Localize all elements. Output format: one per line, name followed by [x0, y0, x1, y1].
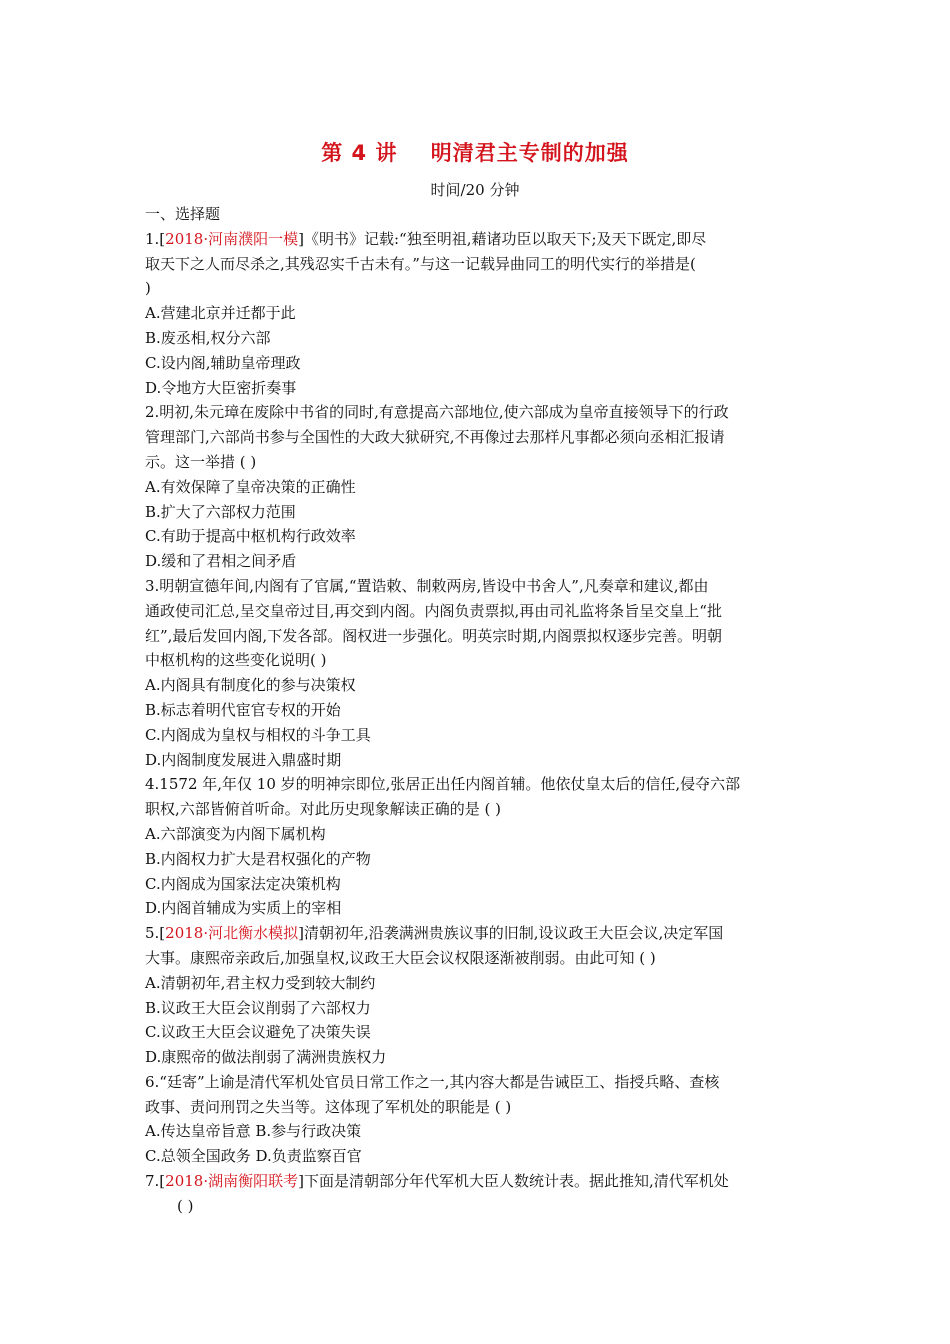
question-6-line-2: 政事、责问刑罚之失当等。这体现了军机处的职能是 ( ): [145, 1097, 512, 1116]
question-3-line-4: 中枢机构的这些变化说明( ): [145, 651, 327, 670]
question-4-line-2: 职权,六部皆俯首听命。对此历史现象解读正确的是 ( ): [145, 800, 502, 819]
question-1-line-1: [145, 227, 813, 252]
text: 1.[: [145, 229, 166, 248]
option-a: A.清朝初年,君主权力受到较大制约: [145, 973, 376, 992]
question-2-line-1: 2.明初,朱元璋在废除中书省的同时,有意提高六部地位,使六部成为皇帝直接领导下的行政: [145, 403, 729, 422]
question-7-line-2: ( ): [177, 1196, 194, 1215]
question-source: 2018·河南濮阳一模: [165, 229, 299, 248]
options-c-d: C.总领全国政务 D.负责监察百官: [145, 1147, 362, 1166]
question-5-line-1: [145, 921, 813, 946]
text: ]下面是清朝部分年代军机大臣人数统计表。据此推知,清代军机处: [298, 1172, 729, 1191]
question-2-line-2: 管理部门,六部尚书参与全国性的大政大狱研究,不再像过去那样凡事都必须向丞相汇报请: [145, 428, 725, 447]
option-b: B.内阁权力扩大是君权强化的产物: [145, 849, 371, 868]
option-a: A.有效保障了皇帝决策的正确性: [145, 477, 356, 496]
option-d: D.缓和了君相之间矛盾: [145, 552, 297, 571]
option-d: D.内阁首辅成为实质上的宰相: [145, 899, 342, 918]
option-d: D.令地方大臣密折奏事: [145, 378, 297, 397]
text: 5.[: [145, 924, 166, 943]
option-b: B.议政王大臣会议削弱了六部权力: [145, 998, 371, 1017]
options-a-b: A.传达皇帝旨意 B.参与行政决策: [145, 1122, 362, 1141]
option-c: C.内阁成为皇权与相权的斗争工具: [145, 725, 371, 744]
question-source: 2018·湖南衡阳联考: [165, 1172, 299, 1191]
question-7-line-1: [145, 1169, 813, 1194]
option-c: C.议政王大臣会议避免了决策失误: [145, 1023, 371, 1042]
text: 7.[: [145, 1172, 166, 1191]
time-limit: 时间/20 分钟: [430, 181, 520, 199]
question-3-line-2: 通政使司汇总,呈交皇帝过目,再交到内阁。内阁负责票拟,再由司礼监将条旨呈交皇上“批: [145, 601, 722, 620]
question-6-line-1: 6.“廷寄”上谕是清代军机处官员日常工作之一,其内容大都是告诫臣工、指授兵略、查核: [145, 1072, 720, 1091]
option-d: D.康熙帝的做法削弱了满洲贵族权力: [145, 1048, 387, 1067]
option-d: D.内阁制度发展进入鼎盛时期: [145, 750, 342, 769]
option-a: A.营建北京并迁都于此: [145, 304, 296, 323]
question-4-line-1: 4.1572 年,年仅 10 岁的明神宗即位,张居正出任内阁首辅。他依仗皇太后的信任,侵夺六部: [145, 775, 741, 794]
question-5-line-2: 大事。康熙帝亲政后,加强皇权,议政王大臣会议权限逐渐被削弱。由此可知 ( ): [145, 948, 656, 967]
question-3-line-1: 3.明朝宣德年间,内阁有了官属,“置诰敕、制敕两房,皆设中书舍人”,凡奏章和建议,都由: [145, 576, 709, 595]
question-2-line-3: 示。这一举措 ( ): [145, 452, 257, 471]
lesson-title: 第 4 讲 明清君主专制的加强: [321, 141, 629, 165]
question-1-line-2: 取天下之人而尽杀之,其残忍实千古未有。”与这一记载异曲同工的明代实行的举措是(: [145, 254, 696, 273]
question-body: [145, 202, 813, 1219]
question-1-line-3: ): [145, 279, 151, 298]
question-source: 2018·河北衡水模拟: [165, 924, 299, 943]
option-c: C.设内阁,辅助皇帝理政: [145, 353, 301, 372]
option-b: B.标志着明代宦官专权的开始: [145, 700, 341, 719]
text: ]清朝初年,沿袭满洲贵族议事的旧制,设议政王大臣会议,决定军国: [298, 924, 724, 943]
text: ]《明书》记载:“独至明祖,藉诸功臣以取天下;及天下既定,即尽: [298, 229, 707, 248]
question-3-line-3: 红”,最后发回内阁,下发各部。阁权进一步强化。明英宗时期,内阁票拟权逐步完善。明朝: [145, 626, 722, 645]
option-a: A.内阁具有制度化的参与决策权: [145, 676, 356, 695]
section-heading: 一、选择题: [145, 205, 221, 223]
option-c: C.内阁成为国家法定决策机构: [145, 874, 341, 893]
option-a: A.六部演变为内阁下属机构: [145, 824, 326, 843]
option-c: C.有助于提高中枢机构行政效率: [145, 527, 356, 546]
option-b: B.扩大了六部权力范围: [145, 502, 296, 521]
option-b: B.废丞相,权分六部: [145, 328, 271, 347]
